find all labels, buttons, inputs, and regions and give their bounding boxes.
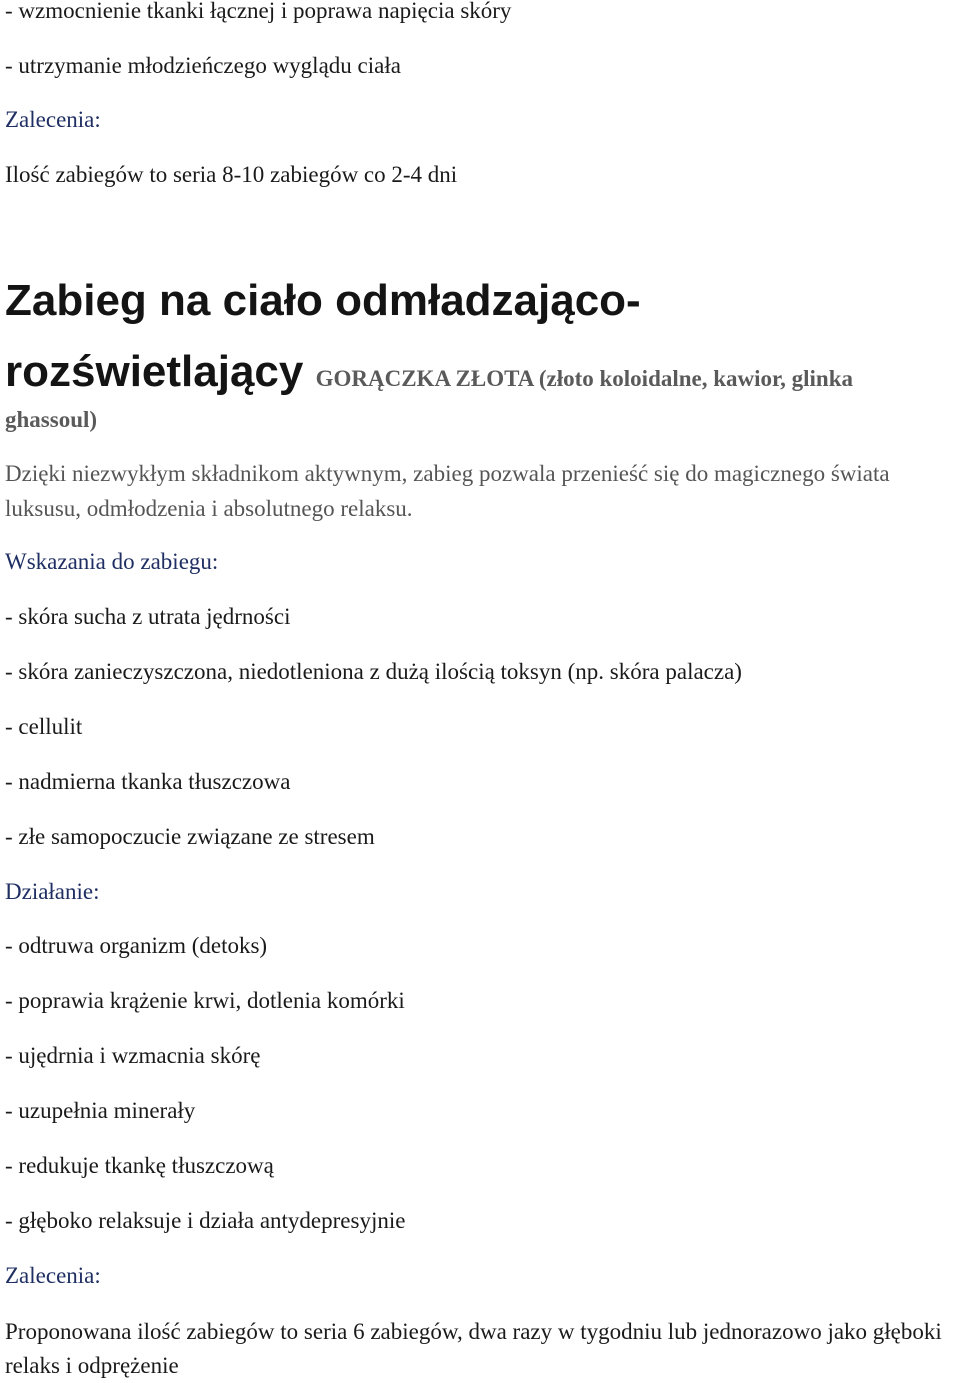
indication-item: - skóra zanieczyszczona, niedotleniona z dużą ilością toksyn (np. skóra palacza) (5, 659, 742, 684)
treatment-recommendations-label: Zalecenia: (5, 1263, 101, 1288)
indications-label: Wskazania do zabiegu: (5, 549, 219, 574)
treatment-subtitle: GORĄCZKA ZŁOTA (złoto koloidalne, kawior, glinka (315, 366, 854, 391)
treatment-title-line1: Zabieg na ciało odmładzająco- (5, 276, 641, 325)
action-item: - uzupełnia minerały (5, 1098, 196, 1123)
benefit-item: - wzmocnienie tkanki łącznej i poprawa napięcia skóry (5, 0, 512, 23)
indication-item: - złe samopoczucie związane ze stresem (5, 824, 375, 849)
treatment-subtitle-continued: ghassoul) (5, 407, 98, 432)
benefit-item: - utrzymanie młodzieńczego wyglądu ciała (5, 53, 401, 78)
indication-item: - cellulit (5, 714, 83, 739)
recommendations-text: Ilość zabiegów to seria 8-10 zabiegów co 2-4 dni (5, 162, 458, 187)
indication-item: - nadmierna tkanka tłuszczowa (5, 769, 291, 794)
action-item: - ujędrnia i wzmacnia skórę (5, 1043, 261, 1068)
treatment-recommendations-text: Proponowana ilość zabiegów to seria 6 zabiegów, dwa razy w tygodniu lub jednorazowo jako głęboki relaks i odprężenie (5, 1319, 942, 1378)
action-item: - redukuje tkankę tłuszczową (5, 1153, 274, 1178)
action-label: Działanie: (5, 879, 100, 904)
indication-item: - skóra sucha z utrata jędrności (5, 604, 291, 629)
treatment-intro: Dzięki niezwykłym składnikom aktywnym, zabieg pozwala przenieść się do magicznego świata luksusu, odmłodzenia i absolutnego relaksu. (5, 461, 890, 521)
treatment-title-line2 (5, 346, 853, 405)
action-item: - odtruwa organizm (detoks) (5, 933, 268, 958)
action-item: - głęboko relaksuje i działa antydepresyjnie (5, 1208, 406, 1233)
treatment-title-word: rozświetlający (5, 347, 304, 396)
action-item: - poprawia krążenie krwi, dotlenia komórki (5, 988, 405, 1013)
recommendations-label: Zalecenia: (5, 107, 101, 132)
